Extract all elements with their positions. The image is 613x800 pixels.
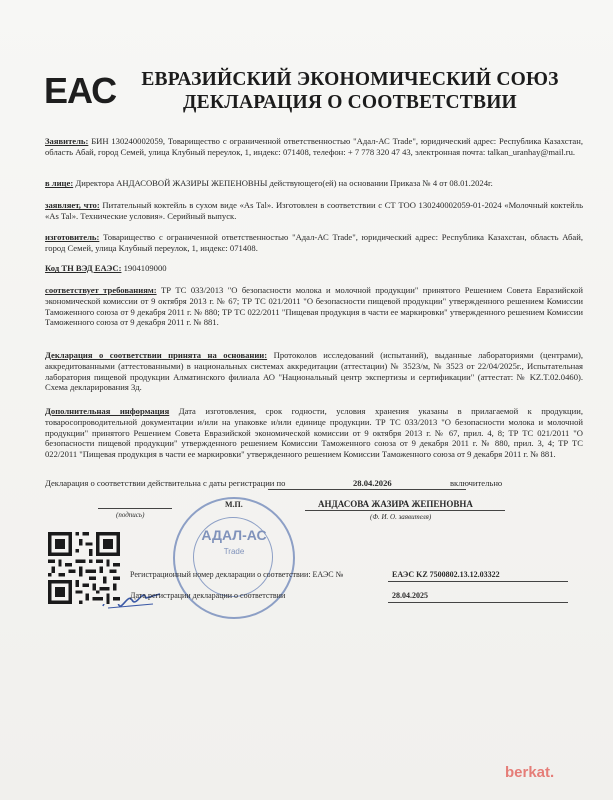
hs-code-label: Код ТН ВЭД ЕАЭС: — [45, 263, 122, 273]
manufacturer-block — [45, 232, 583, 254]
declares-label: заявляет, что: — [45, 200, 100, 210]
applicant-text: БИН 130240002059, Товарищество с ограниченной ответственностью "Адал-АС Trade", юридический адрес: Республика Казахстан, область Абай, город Семей, улица Клубный переулок, 1, индекс: 071408, телефон: + 7 778 320 47 43, электронная почта: talkan_uranhay@mail.ru. — [45, 136, 583, 157]
berkat-watermark: berkat. — [505, 764, 555, 781]
person-block — [45, 178, 583, 189]
stamp-text: АДАЛ-АС — [201, 527, 267, 543]
requirements-text: ТР ТС 033/2013 "О безопасности молока и молочной продукции" принятого Решением Совета Евразийской экономической комиссии от 9 октября 2013 г. № 67; ТР ТС 021/2011 "О безопасности пищевой продукции" утвержденного решением Комиссии Таможенного союза от 9 декабря 2011 г. № 880; ТР ТС 022/2011 "Пищевая продукция в части ее маркировки" утвержденного решением Комиссии Таможенного союза от 9 декабря 2011 г. № 881. — [45, 285, 583, 328]
declares-text: Питательный коктейль в сухом виде «As Tal». Изготовлен в соответствии с СТ ТОО 130240002059-01-2024 «Молочный коктейль «As Tal». Технические условия». Серийный выпуск. — [45, 200, 583, 221]
requirements-label: соответствует требованиям: — [45, 285, 157, 295]
basis-label: Декларация о соответствии принята на основании: — [45, 350, 268, 360]
additional-label: Дополнительная информация — [45, 406, 170, 416]
hs-code-value: 1904109000 — [123, 263, 167, 273]
stamp-subtext: Trade — [223, 547, 245, 556]
manufacturer-text: Товарищество с ограниченной ответственностью "Адал-АС Trade", юридический адрес: Республика Казахстан, область Абай, город Семей, улица Клубный переулок, 1, индекс: 071408. — [45, 232, 583, 253]
validity-suffix: включительно — [450, 478, 503, 488]
qr-code-icon — [48, 532, 120, 604]
person-text: Директора АНДАСОВОЙ ЖАЗИРЫ ЖЕПЕНОВНЫ действующего(ей) на основании Приказа № 4 от 08.01.2024г. — [75, 178, 493, 188]
eac-logo: ЕАС — [44, 70, 117, 111]
applicant-block — [45, 136, 583, 158]
title-line-1: ЕВРАЗИЙСКИЙ ЭКОНОМИЧЕСКИЙ СОЮЗ — [141, 69, 559, 90]
applicant-label: Заявитель: — [45, 136, 89, 146]
basis-text: Протоколов исследований (испытаний), выданные лабораториями (центрами), аккредитованными (аттестованными) в национальных системах аккредитации (аттестации) № 3523/м, № 3523 от 22/04/2025г., Испытательная лаборатория пищевой продукции Алматинского филиала АО "Национальный центр экспертизы и сертификации" (аттестат: № KZ.T.02.0460). Схема декларирования 3д. — [45, 350, 583, 393]
person-label: в лице: — [45, 178, 74, 188]
requirements-block — [45, 285, 583, 328]
signer-name: АНДАСОВА ЖАЗИРА ЖЕПЕНОВНА — [318, 499, 473, 509]
mp-label: М.П. — [225, 500, 243, 509]
validity-underline — [268, 489, 466, 490]
signer-underline — [305, 510, 505, 511]
reg-number-underline — [388, 581, 568, 582]
basis-block — [45, 350, 583, 393]
reg-date-underline — [388, 602, 568, 603]
hs-code-block — [45, 263, 583, 274]
reg-number-label: Регистрационный номер декларации о соответствии: ЕАЭС № — [130, 570, 344, 579]
signature-line — [98, 508, 172, 509]
reg-number-value: ЕАЭС KZ 7500802.13.12.03322 — [392, 570, 500, 579]
reg-date-value: 28.04.2025 — [392, 591, 428, 600]
declares-block — [45, 200, 583, 222]
manufacturer-label: изготовитель: — [45, 232, 100, 242]
signature-caption: (подпись) — [116, 511, 145, 519]
signer-caption: (Ф. И. О. заявителя) — [370, 513, 432, 521]
validity-text: Декларация о соответствии действительна с даты регистрации по — [45, 478, 286, 488]
title-line-2: ДЕКЛАРАЦИЯ О СООТВЕТСТВИИ — [183, 92, 517, 113]
reg-date-label: Дата регистрации декларации о соответствии — [130, 591, 286, 600]
validity-date: 28.04.2026 — [353, 478, 392, 488]
additional-block — [45, 406, 583, 460]
additional-text: Дата изготовления, срок годности, условия хранения указаны в прилагаемой к продукции, товаросопроводительной документации и/или на упаковке и/или единице продукции. ТР ТС 033/2013 "О безопасности молока и молочной продукции" принятого Решением Совета Евразийской экономической комиссии от 9 октября 2013 г. № 67, прил. 4, 8; ТР ТС 021/2011 "О безопасности пищевой продукции" утвержденного решением Комиссии Таможенного союза от 9 декабря 2011 г. № 880, прил. 3, 4; ТР ТС 022/2011 "Пищевая продукция в части ее маркировки" утвержденного решением Комиссии Таможенного союза от 9 декабря 2011 г. № 881. — [45, 406, 583, 460]
document-title — [130, 68, 570, 114]
